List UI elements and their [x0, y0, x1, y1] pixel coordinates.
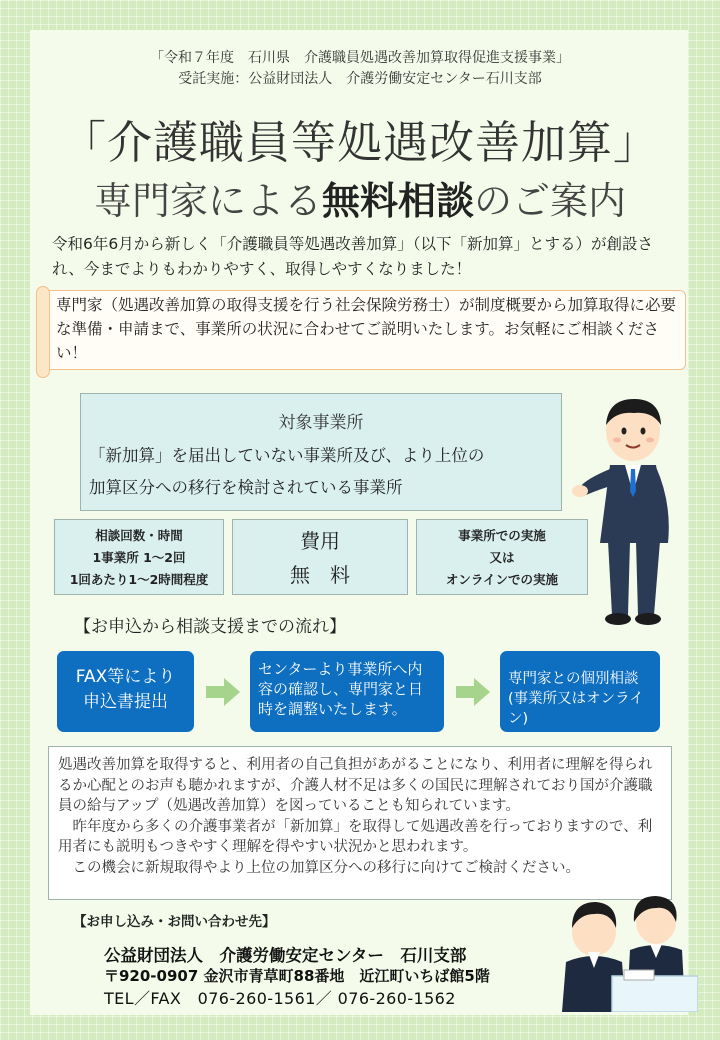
flow-title: 【お申込から相談支援までの流れ】 [74, 617, 346, 637]
subtitle-suffix: のご案内 [474, 179, 627, 223]
flow-step2-line-3: 時を調整いたします。 [258, 700, 407, 718]
contact-address: 〒920-0907 金沢市青草町88番地 近江町いちば館5階 [104, 967, 490, 985]
flow-step-apply [57, 651, 194, 732]
target-heading: 対象事業所 [278, 413, 364, 433]
info-location-line-3: オンラインでの実施 [445, 572, 559, 587]
scroll-text: 専門家（処遇改善加算の取得支援を行う社会保険労務士）が制度概要から加算取得に必要な準備・申請まで、事業所の状況に合わせてご説明いたします。お気軽にご相談ください！ [56, 296, 677, 362]
target-line-1: 「新加算」を届出していない事業所及び、より上位の [89, 446, 485, 465]
page-subtitle [0, 170, 720, 225]
flow-step1-line-2: 申込書提出 [83, 692, 168, 712]
arrow-right-icon [206, 678, 240, 706]
note-box [48, 746, 672, 900]
header-contractor: 受託実施：公益財団法人 介護労働安定センター石川支部 [178, 71, 542, 87]
intro-text: 令和6年6月から新しく「介護職員等処遇改善加算」（以下「新加算」とする）が創設され、今までよりもわかりやすく、取得しやすくなりました！ [52, 235, 653, 278]
info-sessions-heading: 相談回数・時間 [95, 528, 183, 543]
info-box-sessions [54, 519, 224, 595]
note-paragraph-2: 昨年度から多くの介護事業者が「新加算」を取得して処遇改善を行っておりますので、利用者にも説明もつきやすく理解を得やすい状況かと思われます。 [58, 818, 653, 855]
scroll-banner [36, 290, 686, 374]
info-fee-value: 無 料 [290, 563, 350, 587]
flow-step2-line-2: 容の確認し、専門家と日 [258, 680, 424, 698]
page-title: 「介護職員等処遇改善加算」 [60, 116, 659, 169]
flow-step3-line-1: 専門家との個別相談 [508, 671, 639, 687]
subtitle-prefix: 専門家による [93, 179, 322, 223]
contact-org: 公益財団法人 介護労働安定センター 石川支部 [104, 946, 467, 965]
flow-step2-line-1: センターより事業所へ内 [258, 660, 423, 678]
contact-phone: TEL／FAX 076-260-1561／ 076-260-1562 [104, 989, 456, 1008]
info-sessions-duration: 1回あたり1～2時間程度 [69, 572, 209, 587]
flow-step3-line-2: (事業所又はオンライン) [508, 691, 644, 727]
subtitle-free-consult: 無料相談 [321, 179, 474, 223]
businessman-illustration [572, 393, 684, 628]
info-box-location [416, 519, 588, 595]
contact-heading: 【お申し込み・お問い合わせ先】 [73, 914, 276, 930]
info-sessions-count: 1事業所 1～2回 [92, 550, 186, 565]
target-line-2: 加算区分への移行を検討されている事業所 [89, 478, 403, 497]
info-location-line-1: 事業所での実施 [458, 528, 546, 543]
scroll-roll-icon [36, 286, 50, 378]
note-paragraph-1: 処遇改善加算を取得すると、利用者の自己負担があがることになり、利用者に理解を得られるか心配とのお声も聴かれますが、介護人材不足は多くの国民に理解されており国が介護職員の給与アップ（処遇改善加算）を図っていることも知られています。 [58, 757, 653, 814]
info-box-fee [232, 519, 408, 595]
note-paragraph-3: この機会に新規取得やより上位の加算区分への移行に向けてご検討ください。 [58, 859, 580, 876]
info-fee-heading: 費用 [300, 529, 340, 553]
flow-step1-line-1: FAX等により [75, 667, 176, 687]
consultation-illustration [558, 888, 698, 1012]
target-box [80, 393, 562, 511]
arrow-right-icon [456, 678, 490, 706]
flow-step-schedule [250, 651, 444, 732]
header-program: 「令和７年度 石川県 介護職員処遇改善加算取得促進支援事業」 [150, 50, 570, 66]
flow-step-consultation [500, 651, 660, 732]
info-location-line-2: 又は [489, 550, 515, 565]
